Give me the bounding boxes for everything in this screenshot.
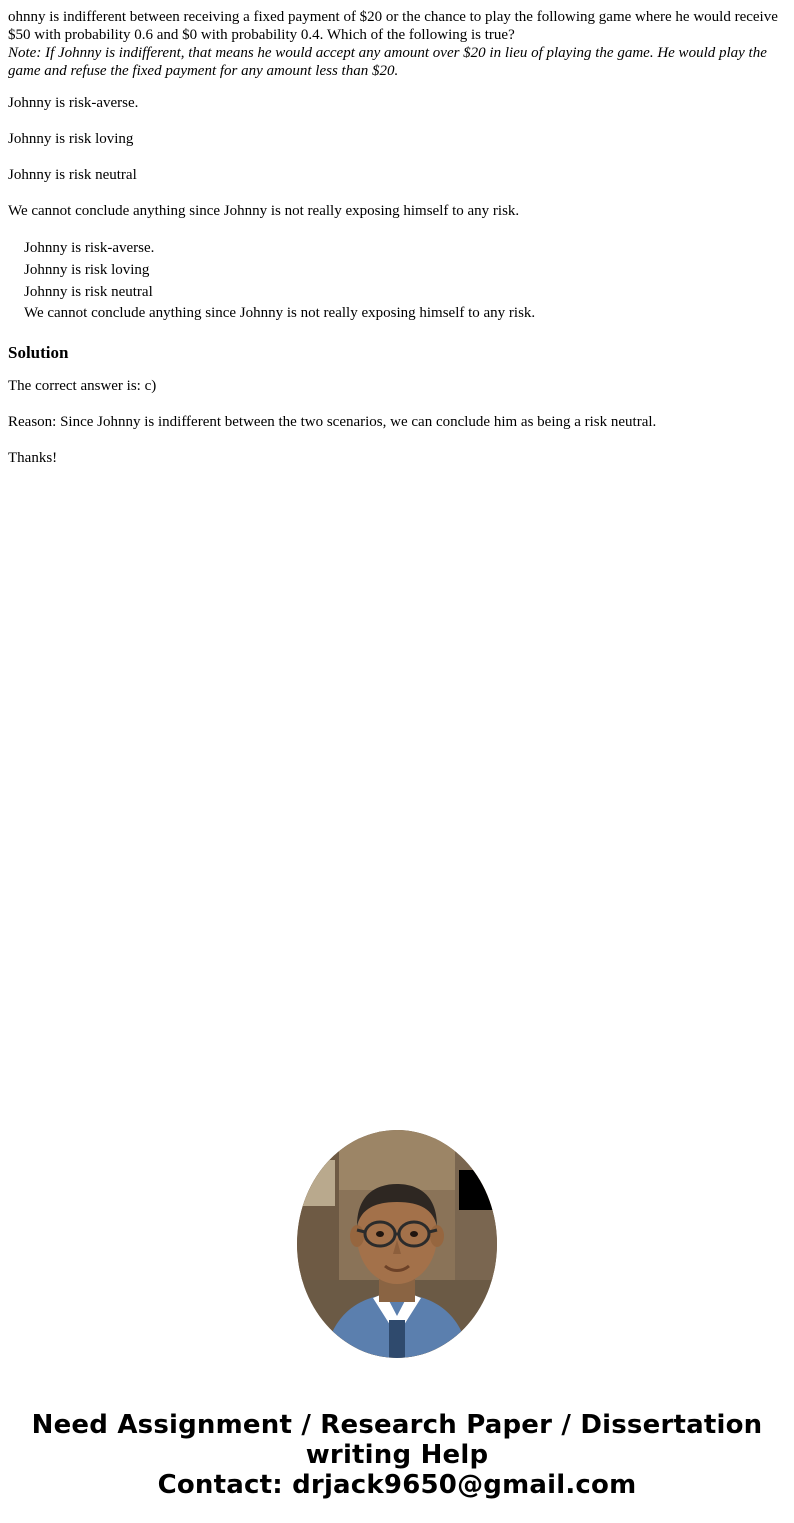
question-note: Note: If Johnny is indifferent, that means he would accept any amount over $20 in lieu of playing the game. He would play the game and refuse the fixed payment for any amount less than $20. xyxy=(8,45,767,79)
list-item: Johnny is risk-averse. xyxy=(24,240,155,256)
profile-photo-icon xyxy=(297,1130,497,1358)
choice-text-a: Johnny is risk-averse. xyxy=(8,95,139,111)
choice-text-b: Johnny is risk loving xyxy=(8,131,134,147)
solution-answer: The correct answer is: c) xyxy=(8,378,157,395)
footer xyxy=(0,1130,794,1500)
document-page xyxy=(0,0,794,467)
avatar-container xyxy=(0,1130,794,1358)
solution-reason: Reason: Since Johnny is indifferent between the two scenarios, we can conclude him as being a risk neutral. xyxy=(8,414,657,431)
promo-heading xyxy=(0,1410,794,1500)
solution-thanks: Thanks! xyxy=(8,450,58,467)
choice-list xyxy=(8,238,786,325)
list-item: Johnny is risk loving xyxy=(24,261,150,278)
choice-text-d: We cannot conclude anything since Johnny is not really exposing himself to any risk. xyxy=(8,203,520,219)
list-item: We cannot conclude anything since Johnny is not really exposing himself to any risk. xyxy=(24,305,536,322)
question-prompt: ohnny is indifferent between receiving a fixed payment of $20 or the chance to play the following game where he would receive $50 with probability 0.6 and $0 with probability 0.4. Which of the following is true? xyxy=(8,9,778,43)
choice-text-c: Johnny is risk neutral xyxy=(8,167,137,183)
solution-heading: Solution xyxy=(8,343,69,362)
promo-line-2: writing Help xyxy=(305,1440,489,1471)
promo-contact: Contact: drjack9650@gmail.com xyxy=(157,1470,637,1501)
promo-line-1: Need Assignment / Research Paper / Dissertation xyxy=(31,1410,763,1440)
avatar xyxy=(297,1130,497,1358)
list-item: Johnny is risk neutral xyxy=(24,283,153,300)
